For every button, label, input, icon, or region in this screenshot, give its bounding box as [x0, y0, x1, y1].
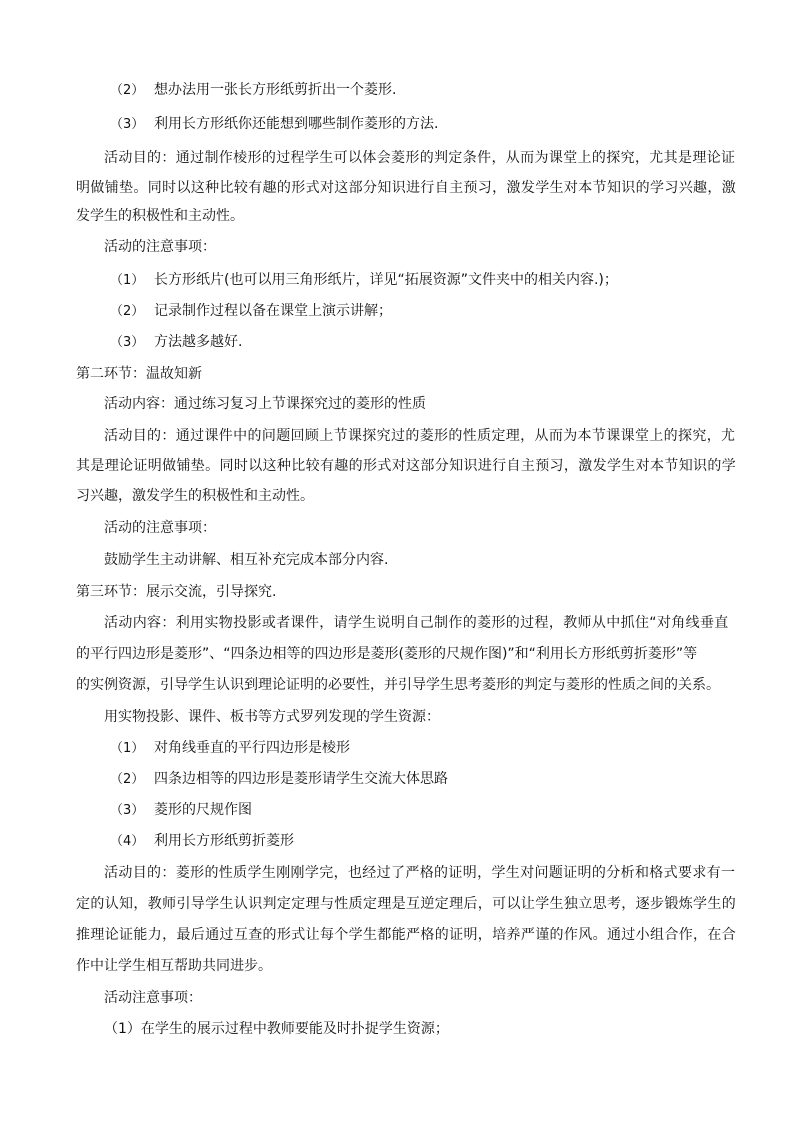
section-heading: 第三环节：展示交流，引导探究.: [76, 584, 277, 600]
item-number: （4）: [110, 834, 145, 849]
paragraph-line: 活动内容：利用实物投影或者课件，请学生说明自己制作的菱形的过程，教师从中抓住“对角线垂直: [104, 615, 729, 631]
item-number: （2）: [110, 83, 145, 98]
paragraph-line: 用实物投影、课件、板书等方式罗列发现的学生资源：: [104, 709, 440, 725]
paragraph-line: 发学生的积极性和主动性。: [76, 208, 244, 224]
item-text: 记录制作过程以备在课堂上演示讲解；: [154, 303, 392, 319]
item-number: （1）: [110, 273, 145, 288]
list-item: [110, 332, 242, 352]
list-item: [110, 769, 448, 789]
list-item: [110, 114, 438, 134]
list-item: [110, 831, 294, 851]
subheading: 活动注意事项：: [104, 990, 202, 1006]
subheading: 活动的注意事项：: [104, 239, 216, 255]
paragraph-line: 定的认知，教师引导学生认识判定定理与性质定理是互逆定理后，可以让学生独立思考，逐步锻炼学生的: [76, 896, 737, 912]
item-text: 菱形的尺规作图: [154, 802, 252, 818]
item-number: （1）: [110, 741, 145, 756]
list-item: [110, 270, 618, 290]
item-text: 利用长方形纸你还能想到哪些制作菱形的方法.: [154, 116, 439, 132]
item-number: （3）: [110, 117, 145, 132]
item-text: 利用长方形纸剪折菱形: [154, 833, 294, 849]
item-text: 方法越多越好.: [154, 334, 243, 350]
list-item: [110, 800, 252, 820]
paragraph-line: 活动内容：通过练习复习上节课探究过的菱形的性质: [104, 396, 426, 412]
subheading: 活动的注意事项：: [104, 520, 216, 536]
item-number: （3）: [110, 803, 145, 818]
item-number: （3）: [110, 335, 145, 350]
item-text: 想办法用一张长方形纸剪折出一个菱形.: [154, 82, 397, 98]
list-item: [110, 738, 350, 758]
list-item: [110, 80, 396, 100]
paragraph-line: 活动目的：菱形的性质学生刚刚学完，也经过了严格的证明，学生对问题证明的分析和格式要求有一: [104, 865, 736, 881]
paragraph-line: 活动目的：通过制作棱形的过程学生可以体会菱形的判定条件，从而为课堂上的探究，尤其是理论证: [104, 150, 736, 166]
paragraph-line: 的实例资源，引导学生认识到理论证明的必要性，并引导学生思考菱形的判定与菱形的性质之间的关系。: [76, 677, 720, 693]
paragraph-line: 作中让学生相互帮助共同进步。: [76, 958, 272, 974]
paragraph-line: 习兴趣，激发学生的积极性和主动性。: [76, 488, 314, 504]
paragraph-line: 推理论证能力，最后通过互查的形式让每个学生都能严格的证明，培养严谨的作风。通过小组合作，在合: [76, 927, 737, 943]
item-number: （2）: [110, 304, 145, 319]
item-text: 四条边相等的四边形是菱形请学生交流大体思路: [154, 771, 448, 787]
item-text: 长方形纸片(也可以用三角形纸片，详见“拓展资源”文件夹中的相关内容.)；: [154, 272, 618, 288]
paragraph-line: 明做铺垫。同时以这种比较有趣的形式对这部分知识进行自主预习，激发学生对本节知识的学习兴趣，激: [76, 180, 737, 196]
paragraph-line: （1）在学生的展示过程中教师要能及时扑捉学生资源；: [104, 1021, 449, 1037]
paragraph-line: 其是理论证明做铺垫。同时以这种比较有趣的形式对这部分知识进行自主预习，激发学生对本节知识的学: [76, 458, 737, 474]
section-heading: 第二环节：温故知新: [76, 366, 202, 382]
paragraph-line: 鼓励学生主动讲解、相互补充完成本部分内容.: [104, 552, 389, 568]
paragraph-line: 的平行四边形是菱形”、“四条边相等的四边形是菱形(菱形的尺规作图)”和“利用长方形纸剪折菱形”等: [76, 646, 698, 662]
item-text: 对角线垂直的平行四边形是棱形: [154, 740, 350, 756]
item-number: （2）: [110, 772, 145, 787]
paragraph-line: 活动目的：通过课件中的问题回顾上节课探究过的菱形的性质定理，从而为本节课课堂上的探究，尤: [104, 428, 736, 444]
list-item: [110, 301, 392, 321]
